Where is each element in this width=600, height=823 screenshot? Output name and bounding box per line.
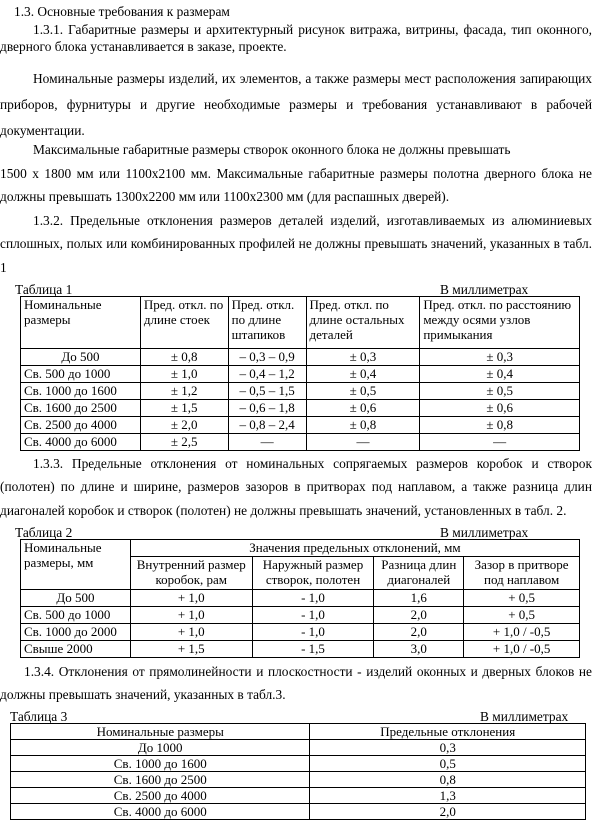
table-row — [11, 804, 586, 820]
table-cell: ± 2,0 — [140, 417, 228, 434]
table-cell: До 500 — [21, 590, 131, 607]
table-1-header-cell: Пред. откл. по длине стоек — [140, 297, 228, 349]
table-cell: + 0,5 — [464, 607, 580, 624]
table-cell: ± 0,8 — [306, 417, 420, 434]
table-2-header-cell: Номинальные размеры, мм — [21, 540, 131, 590]
table-row — [21, 607, 580, 624]
table-cell: Св. 4000 до 6000 — [21, 434, 141, 451]
table-cell: + 1,0 — [130, 590, 252, 607]
table-cell: ± 1,5 — [140, 400, 228, 417]
paragraph-1-3-3: 1.3.3. Предельные отклонения от номинальных сопрягаемых размеров коробок и створок (полотен) по длине и ширине, размеров зазоров в притворах под наплавом, а также разница длин диагоналей коробок и створок (полотен) не должны превышать значений, установленных в табл. 2. — [0, 456, 592, 518]
table-cell: ± 0,3 — [420, 349, 580, 366]
table-cell: Св. 2500 до 4000 — [21, 417, 141, 434]
table-1-header-cell: Пред. откл. по длине остальных деталей — [306, 297, 420, 349]
table-1-units: В миллиметрах — [440, 282, 529, 297]
table-1-caption: Таблица 1 — [15, 282, 73, 297]
table-cell: – 0,3 – 0,9 — [228, 349, 306, 366]
table-cell: 0,3 — [310, 740, 586, 756]
table-row — [21, 417, 580, 434]
table-cell: 1,3 — [310, 788, 586, 804]
table-2-header-cell: Внутренний размер коробок, рам — [130, 557, 252, 590]
paragraph-1-3-1: 1.3.1. Габаритные размеры и архитектурный рисунок витража, витрины, фасада, тип оконного, дверного блока устанавливается в заказе, проекте. — [0, 22, 592, 55]
table-2-header-cell: Наружный размер створок, полотен — [252, 557, 374, 590]
table-cell: - 1,0 — [252, 590, 374, 607]
table-row — [21, 641, 580, 658]
paragraph-1-3-2: 1.3.2. Предельные отклонения размеров деталей изделий, изготавливаемых из алюминиевых сплошных, полых или комбинированных профилей не должны превышать значений, указанных в табл. 1 — [0, 213, 592, 275]
table-3-header-cell: Номинальные размеры — [11, 724, 310, 740]
table-cell: До 500 — [21, 349, 141, 366]
table-2-group-header: Значения предельных отклонений, мм — [130, 540, 579, 557]
table-2-header-cell: Разница длин диагоналей — [374, 557, 464, 590]
table-cell: ± 0,4 — [420, 366, 580, 383]
table-row — [21, 400, 580, 417]
table-2-units: В миллиметрах — [440, 525, 529, 540]
table-cell: ± 0,3 — [306, 349, 420, 366]
table-cell: – 0,8 – 2,4 — [228, 417, 306, 434]
table-2-header-cell: Зазор в притворе под наплавом — [464, 557, 580, 590]
table-3-header-cell: Предельные отклонения — [310, 724, 586, 740]
table-cell: 2,0 — [374, 607, 464, 624]
table-row — [11, 740, 586, 756]
table-cell: — — [420, 434, 580, 451]
table-2 — [20, 539, 580, 658]
table-1 — [20, 296, 580, 451]
table-1-header-cell: Пред. откл. по длине штапиков — [228, 297, 306, 349]
section-title: 1.3. Основные требования к размерам — [14, 4, 230, 19]
table-cell: Св. 1000 до 1600 — [21, 383, 141, 400]
table-cell: ± 1,2 — [140, 383, 228, 400]
table-cell: + 0,5 — [464, 590, 580, 607]
table-cell: — — [306, 434, 420, 451]
table-cell: ± 0,6 — [420, 400, 580, 417]
table-cell: Св. 1000 до 2000 — [21, 624, 131, 641]
table-cell: Св. 1600 до 2500 — [11, 772, 310, 788]
paragraph-max-sizes: Максимальные габаритные размеры створок оконного блока не должны превышать 1500 х 1800 мм или 1100х2100 мм. Максимальные габаритные размеры полотна дверного блока не должны превышать 1300х2200 мм или 1100х2300 мм (для распашных дверей). — [0, 142, 592, 205]
table-cell: Св. 4000 до 6000 — [11, 804, 310, 820]
table-3-units: В миллиметрах — [480, 709, 569, 724]
table-cell: 3,0 — [374, 641, 464, 658]
table-row — [11, 772, 586, 788]
table-row — [21, 383, 580, 400]
table-row — [21, 366, 580, 383]
table-cell: Св. 2500 до 4000 — [11, 788, 310, 804]
table-2-header-row — [21, 540, 580, 557]
table-row — [21, 434, 580, 451]
table-cell: ± 0,8 — [140, 349, 228, 366]
table-cell: 2,0 — [310, 804, 586, 820]
table-cell: – 0,5 – 1,5 — [228, 383, 306, 400]
paragraph-nominal-sizes: Номинальные размеры изделий, их элементов, а также размеры мест расположения запирающих приборов, фурнитуры и другие необходимые размеры и требования устанавливают в рабочей документации. — [0, 71, 592, 139]
table-cell: ± 0,5 — [306, 383, 420, 400]
table-cell: Св. 1000 до 1600 — [11, 756, 310, 772]
table-cell: 0,8 — [310, 772, 586, 788]
table-3-caption: Таблица 3 — [10, 709, 68, 724]
table-3 — [10, 723, 586, 820]
table-cell: Свыше 2000 — [21, 641, 131, 658]
table-row — [11, 756, 586, 772]
table-cell: Св. 500 до 1000 — [21, 607, 131, 624]
table-cell: + 1,0 — [130, 607, 252, 624]
table-1-header-cell: Пред. откл. по расстоянию между осями узлов примыкания — [420, 297, 580, 349]
table-cell: 0,5 — [310, 756, 586, 772]
table-cell: – 0,4 – 1,2 — [228, 366, 306, 383]
table-cell: ± 0,4 — [306, 366, 420, 383]
table-1-header-cell: Номинальные размеры — [21, 297, 141, 349]
table-cell: ± 2,5 — [140, 434, 228, 451]
table-cell: - 1,0 — [252, 607, 374, 624]
table-cell: – 0,6 – 1,8 — [228, 400, 306, 417]
table-row — [21, 590, 580, 607]
table-2-caption: Таблица 2 — [15, 525, 73, 540]
table-cell: Св. 1600 до 2500 — [21, 400, 141, 417]
table-cell: ± 0,6 — [306, 400, 420, 417]
table-cell: - 1,5 — [252, 641, 374, 658]
table-cell: — — [228, 434, 306, 451]
paragraph-1-3-4: 1.3.4. Отклонения от прямолинейности и плоскостности - изделий оконных и дверных блоков не должны превышать значений, указанных в табл.3. — [0, 664, 592, 703]
table-row — [21, 624, 580, 641]
table-cell: + 1,0 / -0,5 — [464, 624, 580, 641]
table-cell: Св. 500 до 1000 — [21, 366, 141, 383]
table-cell: + 1,0 — [130, 624, 252, 641]
table-1-header-row — [21, 297, 580, 349]
table-cell: + 1,5 — [130, 641, 252, 658]
table-3-header-row — [11, 724, 586, 740]
table-cell: ± 1,0 — [140, 366, 228, 383]
table-row — [11, 788, 586, 804]
table-cell: + 1,0 / -0,5 — [464, 641, 580, 658]
table-cell: ± 0,8 — [420, 417, 580, 434]
table-cell: ± 0,5 — [420, 383, 580, 400]
table-cell: 1,6 — [374, 590, 464, 607]
table-cell: До 1000 — [11, 740, 310, 756]
table-cell: - 1,0 — [252, 624, 374, 641]
table-row — [21, 349, 580, 366]
table-cell: 2,0 — [374, 624, 464, 641]
